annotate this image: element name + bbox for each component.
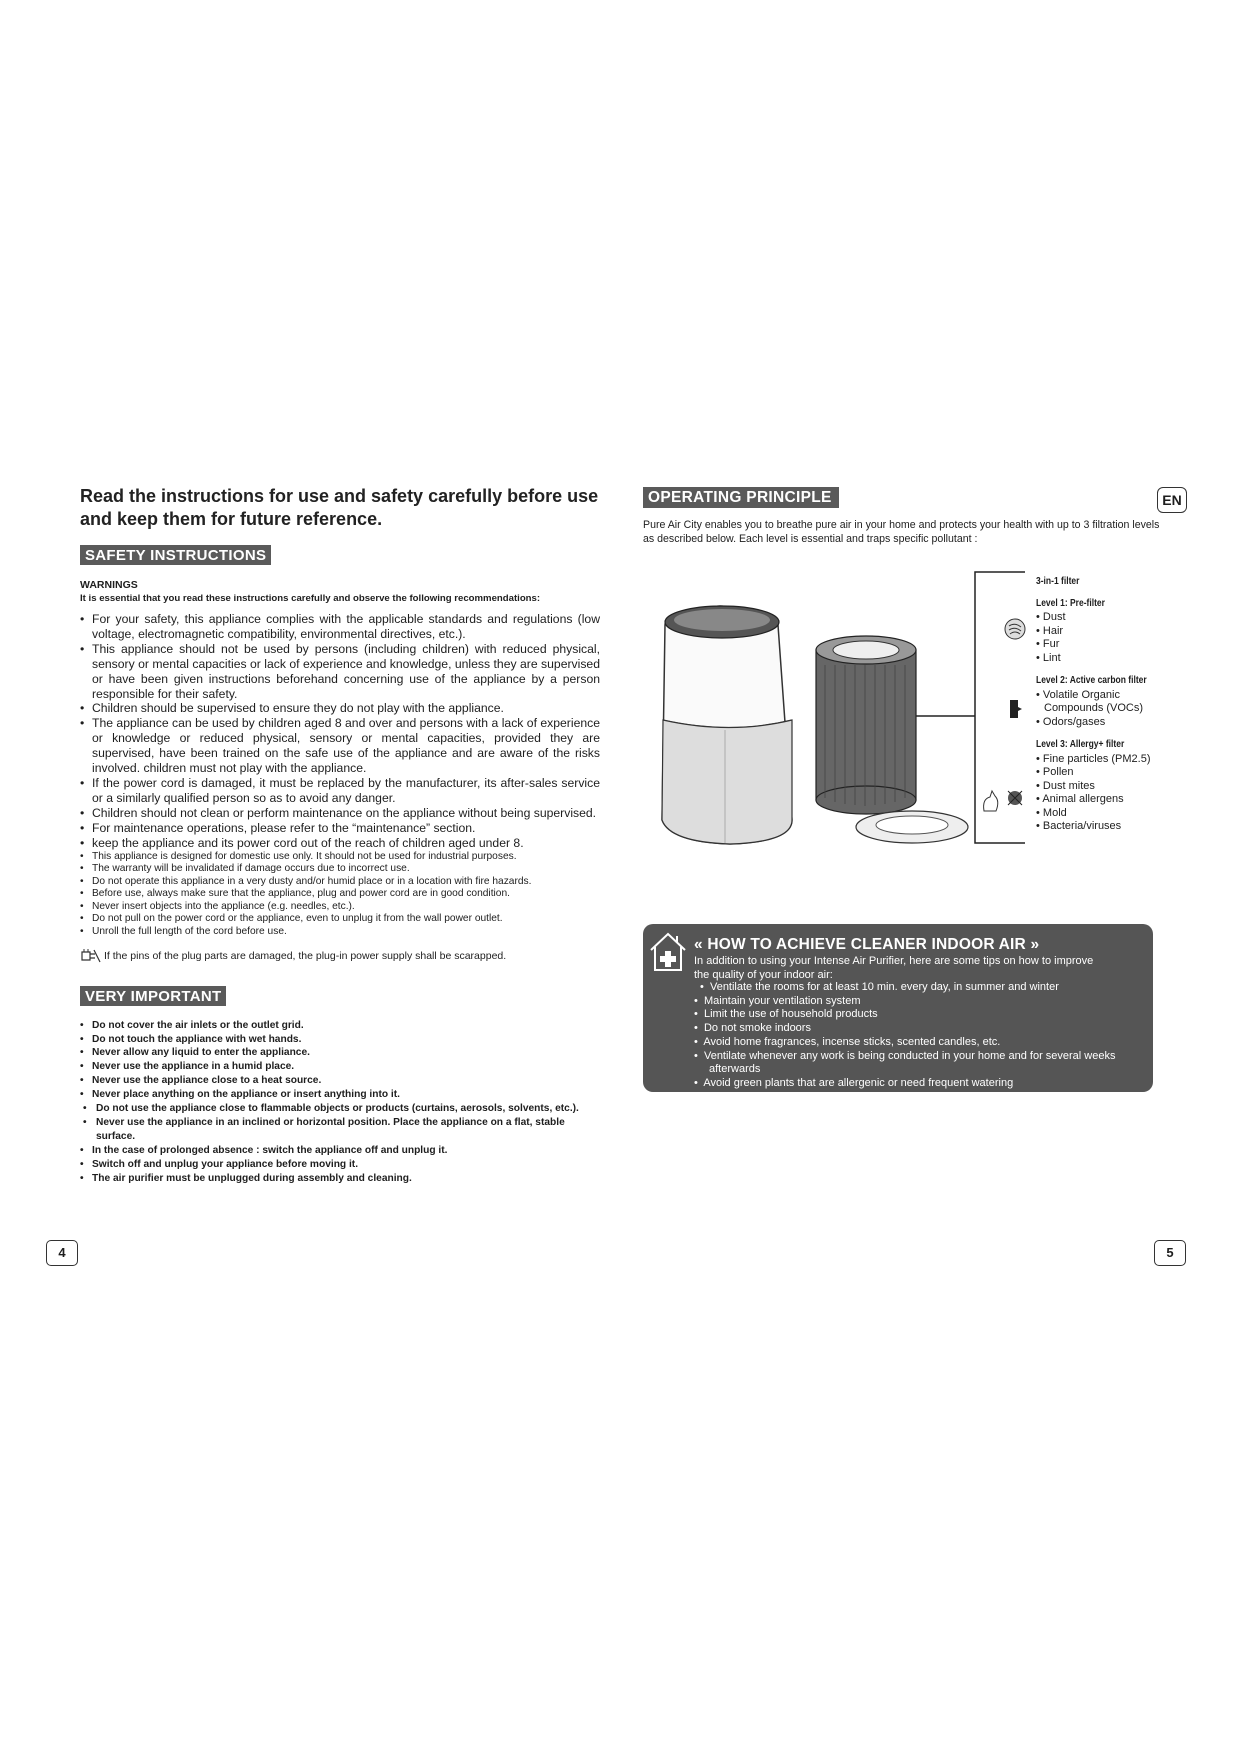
tips-intro: In addition to using your Intense Air Purifier, here are some tips on how to improve the quality of your indoor air:: [694, 955, 1094, 981]
level-item: • Hair: [1036, 624, 1064, 637]
important-item: • Switch off and unplug your appliance before moving it.: [80, 1158, 580, 1172]
left-page: [80, 485, 600, 1186]
very-important-heading: VERY IMPORTANT: [80, 986, 226, 1006]
warning-item: • The warranty will be invalidated if damage occurs due to incorrect use.: [80, 863, 600, 876]
important-item: • In the case of prolonged absence : switch the appliance off and unplug it.: [80, 1144, 580, 1158]
filter-cartridge: [816, 636, 916, 814]
air-purifier-illustration: [650, 570, 995, 845]
plug-note-text: If the pins of the plug parts are damaged, the plug-in power supply shall be scarapped.: [104, 949, 507, 962]
warnings-intro: It is essential that you read these instructions carefully and observe the following recommendations:: [80, 593, 541, 604]
tip-item: • Limit the use of household products: [694, 1008, 878, 1021]
operating-principle-heading: OPERATING PRINCIPLE: [643, 487, 839, 508]
tip-item: • Ventilate the rooms for at least 10 min. every day, in summer and winter: [700, 981, 1059, 993]
tip-item: • Avoid home fragrances, incense sticks, scented candles, etc.: [694, 1035, 1001, 1048]
page-number-left: 4: [46, 1240, 78, 1266]
warning-item: • Before use, always make sure that the appliance, plug and power cord are in good condition.: [80, 888, 600, 901]
filter-title: 3-in-1 filter: [1036, 576, 1080, 587]
level-item: • Dust: [1036, 611, 1066, 623]
important-item: • Do not use the appliance close to flammable objects or products (curtains, aerosols, solvents, etc.).: [80, 1102, 580, 1116]
level-item: • Animal allergens: [1036, 793, 1124, 805]
important-item: • Never place anything on the appliance or insert anything into it.: [80, 1088, 580, 1102]
tip-item: • Avoid green plants that are allergenic or need frequent watering: [694, 1076, 1014, 1089]
warning-item: • For your safety, this appliance complies with the applicable standards and regulations (low voltage, electromagnetic compatibility, environmental directives, etc.).: [80, 612, 600, 642]
warnings-label: WARNINGS: [80, 579, 138, 591]
level-3-name: Level 3: Allergy+ filter: [1036, 739, 1125, 750]
carbon-filter-icon: [1007, 698, 1025, 720]
warning-item: • This appliance should not be used by persons (including children) with reduced physical, sensory or mental capacities or lack of experience and knowledge, unless they are supervised or have been given instructions beforehand concerning use of the appliance by a person responsible for their safety.: [80, 642, 600, 702]
page-number-right: 5: [1154, 1240, 1186, 1266]
warning-item: • Never insert objects into the appliance (e.g. needles, etc.).: [80, 901, 600, 914]
tips-heading: « HOW TO ACHIEVE CLEANER INDOOR AIR »: [694, 936, 1040, 953]
tip-item: • Do not smoke indoors: [694, 1022, 811, 1035]
level-1-name: Level 1: Pre-filter: [1036, 597, 1105, 609]
warning-item: • Children should be supervised to ensure they do not play with the appliance.: [80, 701, 600, 716]
warning-item: • keep the appliance and its power cord out of the reach of children aged under 8.: [80, 836, 600, 851]
level-item: • Fur: [1036, 638, 1060, 650]
safety-instructions-heading: SAFETY INSTRUCTIONS: [80, 545, 271, 565]
warning-item: • This appliance is designed for domestic use only. It should not be used for industrial purposes.: [80, 851, 600, 864]
filter-levels: [1036, 575, 1186, 834]
important-item: • Never allow any liquid to enter the appliance.: [80, 1046, 580, 1060]
page-title: Read the instructions for use and safety carefully before use and keep them for future reference.: [80, 486, 599, 529]
house-cross-icon: [648, 930, 688, 972]
warnings-list: [80, 612, 600, 939]
level-item: • Lint: [1036, 651, 1061, 664]
allergy-filter-icon: [978, 785, 1028, 815]
important-item: • Never use the appliance in a humid place.: [80, 1060, 580, 1074]
level-item: • Pollen: [1036, 766, 1074, 778]
warning-item: • For maintenance operations, please refer to the “maintenance” section.: [80, 821, 600, 836]
prefilter-icon: [1003, 617, 1027, 641]
warning-item: • Do not pull on the power cord or the appliance, even to unplug it from the wall power outlet.: [80, 913, 600, 926]
tip-item: • Ventilate whenever any work is being conducted in your home and for several weeks afterwards: [694, 1049, 1116, 1076]
plug-note: [80, 948, 600, 964]
very-important-list: [80, 1019, 580, 1186]
warning-item: • Unroll the full length of the cord before use.: [80, 926, 600, 939]
filter-base-ring: [856, 811, 968, 843]
level-item: • Odors/gases: [1036, 715, 1106, 728]
operating-intro: Pure Air City enables you to breathe pure air in your home and protects your health with up to 3 filtration levels as described below. Each level is essential and traps specific pollutant :: [643, 519, 1160, 545]
level-2-name: Level 2: Active carbon filter: [1036, 675, 1147, 686]
important-item: • Do not cover the air inlets or the outlet grid.: [80, 1019, 580, 1033]
level-item: • Bacteria/viruses: [1036, 820, 1122, 832]
tips-list: [694, 981, 1139, 1091]
damaged-plug-icon: [80, 948, 102, 964]
level-item: • Volatile Organic Compounds (VOCs): [1036, 688, 1144, 714]
important-item: • Do not touch the appliance with wet hands.: [80, 1033, 580, 1047]
level-item: • Fine particles (PM2.5): [1036, 752, 1151, 765]
warning-item: • Children should not clean or perform maintenance on the appliance without being supervised.: [80, 806, 600, 821]
warning-item: • If the power cord is damaged, it must be replaced by the manufacturer, its after-sales service or a similarly qualified person so as to avoid any danger.: [80, 776, 600, 806]
level-item: • Dust mites: [1036, 779, 1095, 792]
warning-item: • Do not operate this appliance in a very dusty and/or humid place or in a location with fire hazards.: [80, 876, 600, 889]
important-item: • Never use the appliance close to a heat source.: [80, 1074, 580, 1088]
warning-item: • The appliance can be used by children aged 8 and over and persons with a lack of experience or knowledge or reduced physical, sensory or mental capacities, provided they are supervised, have been trained on the safe use of the appliance and are aware of the risks involved. children must not play with the appliance.: [80, 716, 600, 776]
purifier-unit: [662, 606, 792, 844]
tip-item: • Maintain your ventilation system: [694, 994, 861, 1007]
tips-box: [643, 924, 1153, 1092]
language-badge: EN: [1157, 487, 1187, 513]
level-item: • Mold: [1036, 806, 1067, 819]
important-item: • Never use the appliance in an inclined or horizontal position. Place the appliance on a flat, stable surface.: [80, 1116, 580, 1144]
important-item: • The air purifier must be unplugged during assembly and cleaning.: [80, 1172, 580, 1186]
